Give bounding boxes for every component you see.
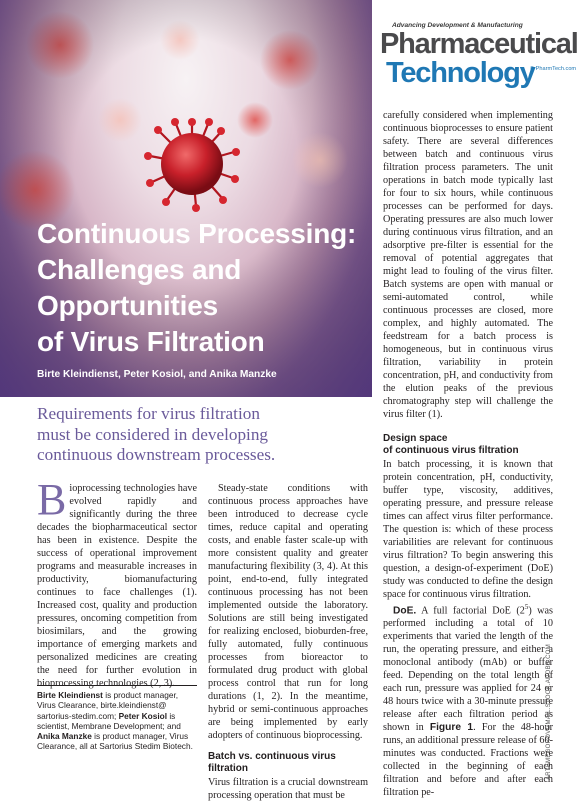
- bio-text: is product manager, Virus Clearance, birte.kleindienst@ sartorius-stedim.com;: [37, 690, 179, 721]
- deck-line: must be considered in developing: [37, 424, 269, 444]
- body-paragraph: carefully considered when implementing continuous bioprocesses to ensure patient safety. There are several differences between batch and continuous virus filtration process parameters. The unit operations in batch mode typically last for four to six hours, while continuous processes can be performed for days. Operating pressures are also much lower during continuous virus filtration, and an adsorptive pre-filter is essential for the removal of potential aggregates that might lead to fouling of the virus filter. Batch systems are open with manual or semi-automated control, while continuous processes are closed, more complex, and highly automated. The feedstream for a batch process is homogeneous, but in continuous virus filtration, variability in protein concentration, pH, and conductivity from the elution peaks of the previous chromatography step will challenge the virus filter (1).: [383, 110, 553, 420]
- body-column-1: [37, 475, 197, 690]
- deck-line: continuous downstream processes.: [37, 445, 276, 464]
- bio-name: Peter Kosiol: [118, 710, 168, 721]
- masthead-kicker: Advancing Development & Manufacturing: [392, 22, 523, 29]
- inline-lead: DoE.: [393, 605, 417, 617]
- body-paragraph: [383, 601, 553, 799]
- paragraph-text: ) was performed including a total of 10 experiments that varied the length of the run, the operating pressure, and either a monoclonal antibody (mAb) or buffer feed. Depending on the total length of each run, pressure was applied for 24 or 48 hours twice with a 30-minute pressure release after each filtration period as shown in: [383, 605, 553, 734]
- title-line: Opportunities: [37, 290, 218, 321]
- title-line: Continuous Processing:: [37, 218, 357, 249]
- subhead-line: of continuous virus filtration: [383, 445, 519, 456]
- paragraph-text: . For the 48-hour runs, an additional pressure release of 60-minutes was conducted. Fractions were collected in the beginning of each filtration and before and after each filtration pe-: [383, 722, 554, 799]
- image-credit: ARTEMEGOROVGMAIL.STOCK.ADOBE.COM: [546, 643, 552, 780]
- paragraph-text: A full factorial DoE (2: [416, 605, 525, 617]
- bio-text: is product manager, Virus Clearance, all at Sartorius Stedim Biotech.: [37, 731, 193, 752]
- hero-image: [0, 0, 372, 397]
- body-column-2: [208, 482, 368, 802]
- bio-text: is scientist, Membrane Development; and: [37, 710, 181, 731]
- article-deck: [37, 404, 367, 466]
- drop-cap: B: [37, 475, 67, 524]
- title-line: Challenges and: [37, 254, 242, 285]
- section-subhead: Batch vs. continuous virus filtration: [208, 751, 336, 774]
- author-bio: [37, 685, 197, 752]
- section-subhead: [383, 433, 553, 457]
- bio-name: Birte Kleindienst: [37, 690, 103, 700]
- paragraph-text: ioprocessing technologies have evolved rapidly and significantly during the three decades the biopharmaceutical sector has been in existence. Despite the success of operational improvement programs and measurable increases in productivity, biomanufacturing continues to face challenges (1). Increased cost, quality and production pressures, oncoming competition from biosimilars, and the growing importance of emerging markets and personalized medicines are creating the need for further evolution in bioprocessing technologies (2, 3).: [37, 483, 197, 689]
- body-paragraph: Steady-state conditions with continuous process approaches have been introduced to decrease cycle times, reduce capital and operating costs, and enable faster scale-up with more consistent quality and greater manufacturing flexibility (3, 4). At this point, end-to-end, fully integrated continuous processing has not been implemented outside the laboratory. Solutions are still being investigated for realizing enclosed, bioburden-free, fully automated, fully continuous processes from bioreactor to formulated drug product with global process control that run for long durations (1, 2). In the meantime, hybrid or semi-continuous approaches are being implemented by early adopters of continuous bioprocessing.: [208, 483, 368, 741]
- figure-reference[interactable]: Figure 1: [429, 722, 474, 734]
- body-paragraph: In batch processing, it is known that protein concentration, pH, conductivity, buffer type, viscosity, additives, operating pressure, and pressure release times can affect virus filter performance. The question is: which of these process variabilities are relevant for continuous virus filtration? To begin answering this question, a design-of-experiment (DoE) study was conducted to define the design space for continuous virus filtration.: [383, 459, 553, 600]
- masthead-line1: Pharmaceutical: [380, 28, 578, 60]
- superscript: 5: [524, 603, 529, 611]
- masthead-site: ® PharmTech.com: [530, 66, 577, 72]
- bio-name: Anika Manzke: [37, 731, 92, 742]
- masthead-logo: [380, 22, 576, 102]
- article-title: [37, 216, 357, 360]
- masthead-line2: Technology: [386, 57, 535, 89]
- body-paragraph: Virus filtration is a crucial downstream processing operation that must be: [208, 777, 368, 801]
- deck-line: Requirements for virus filtration: [37, 404, 260, 423]
- body-paragraph: [37, 475, 197, 690]
- title-line: of Virus Filtration: [37, 326, 265, 357]
- author-line: Birte Kleindienst, Peter Kosiol, and Anika Manzke: [37, 369, 277, 380]
- body-column-3: [383, 109, 553, 799]
- subhead-line: Design space: [383, 433, 448, 444]
